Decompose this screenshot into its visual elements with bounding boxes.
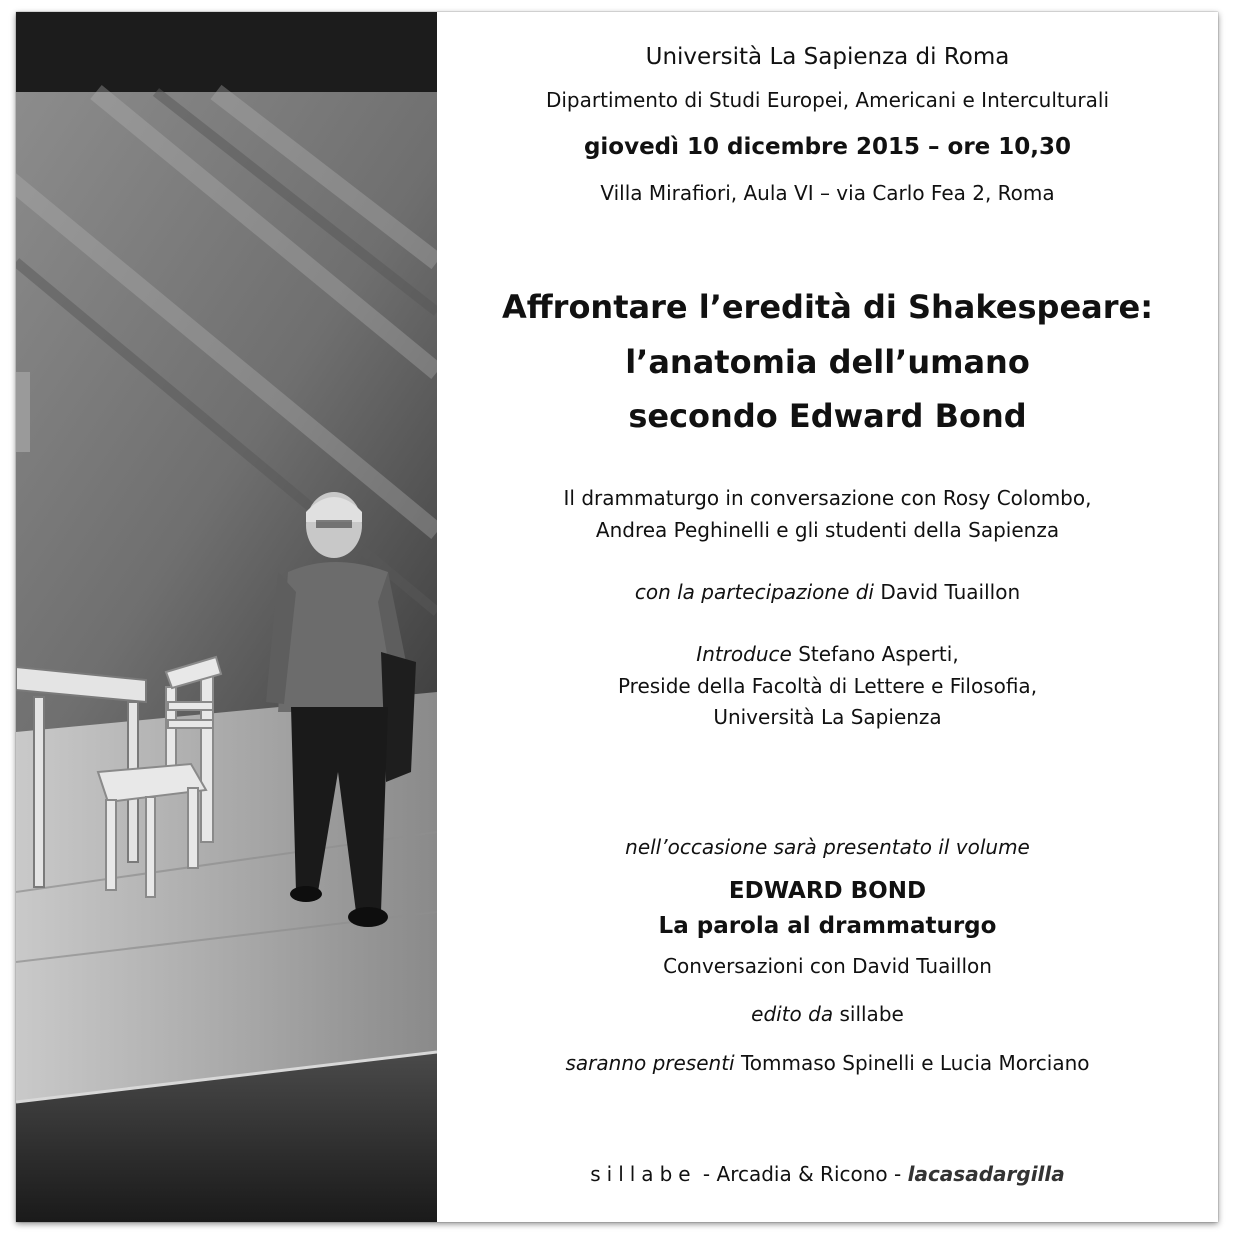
title-line-3: secondo Edward Bond <box>628 397 1027 435</box>
footer-publisher-arcadia: Arcadia & Ricono <box>716 1162 888 1186</box>
participation-prefix: con la partecipazione di <box>634 580 874 604</box>
title-line-2: l’anatomia dell’umano <box>625 343 1030 381</box>
introduction-line-2: Preside della Facoltà di Lettere e Filosofia, <box>617 674 1038 698</box>
footer-separator-2: - <box>887 1162 908 1186</box>
university-name: Università La Sapienza di Roma <box>645 44 1010 70</box>
stage-photo-image <box>16 12 437 1222</box>
presenters-line <box>437 1051 1218 1075</box>
book-title: La parola al drammaturgo <box>658 913 997 939</box>
footer-separator-1: - <box>696 1162 717 1186</box>
participation-line <box>437 580 1218 604</box>
conversation-line-1: Il drammaturgo in conversazione con Rosy Colombo, <box>563 486 1092 510</box>
text-column <box>437 12 1218 1222</box>
footer-publisher-sillabe: sillabe <box>590 1162 697 1186</box>
book-intro: nell’occasione sarà presentato il volume <box>625 835 1030 859</box>
introduction-prefix: Introduce <box>696 642 792 666</box>
participation-name: David Tuaillon <box>880 580 1021 604</box>
department-name: Dipartimento di Studi Europei, Americani e Interculturali <box>545 88 1110 112</box>
event-date-time: giovedì 10 dicembre 2015 – ore 10,30 <box>583 134 1072 160</box>
publisher-line <box>437 1002 1218 1026</box>
book-subtitle: Conversazioni con David Tuaillon <box>663 954 992 978</box>
footer-publisher-lacasadargilla: lacasadargilla <box>907 1162 1065 1186</box>
invitation-card <box>16 12 1218 1222</box>
conversation-line-2: Andrea Peghinelli e gli studenti della Sapienza <box>595 518 1060 542</box>
book-author: EDWARD BOND <box>728 878 927 904</box>
title-line-1: Affrontare l’eredità di Shakespeare: <box>501 288 1154 326</box>
presenters-names: Tommaso Spinelli e Lucia Morciano <box>740 1051 1090 1075</box>
presenters-prefix: saranno presenti <box>565 1051 735 1075</box>
stage-photo <box>16 12 437 1222</box>
publisher-prefix: edito da <box>751 1002 834 1026</box>
footer-publishers <box>437 1162 1218 1186</box>
introduction-line-1 <box>437 642 1218 666</box>
publisher-name: sillabe <box>839 1002 904 1026</box>
introduction-name: Stefano Asperti, <box>798 642 959 666</box>
event-venue: Villa Mirafiori, Aula VI – via Carlo Fea 2, Roma <box>600 181 1055 205</box>
introduction-line-3: Università La Sapienza <box>713 705 942 729</box>
